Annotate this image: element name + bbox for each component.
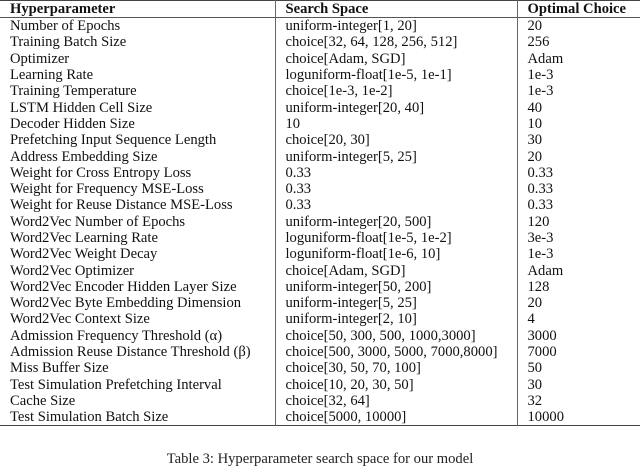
table-row (0, 181, 640, 197)
cell-hyperparameter: Word2Vec Byte Embedding Dimension (10, 295, 242, 312)
cell-hyperparameter: LSTM Hidden Cell Size (10, 99, 153, 116)
cell-hyperparameter: Training Batch Size (10, 34, 127, 51)
table-caption: Table 3: Hyperparameter search space for our model (166, 451, 474, 467)
cell-optimal-choice: 10000 (517, 409, 640, 426)
cell-hyperparameter: Admission Frequency Threshold (α) (10, 327, 223, 344)
cell-search-space: choice[30, 50, 70, 100] (275, 360, 517, 376)
cell-optimal-choice: Adam (517, 51, 640, 67)
cell-hyperparameter: Admission Reuse Distance Threshold (β) (10, 344, 251, 361)
cell-optimal-choice: 0.33 (517, 181, 640, 197)
cell-optimal-choice: 50 (517, 360, 640, 376)
cell-hyperparameter: Word2Vec Context Size (10, 311, 150, 328)
cell-optimal-choice: 1e-3 (517, 246, 640, 262)
cell-search-space: choice[32, 64] (275, 393, 517, 409)
cell-optimal-choice: 10 (517, 116, 640, 132)
header-optimal-choice: Optimal Choice (517, 1, 640, 18)
cell-optimal-choice: 0.33 (517, 197, 640, 213)
cell-optimal-choice: 120 (517, 214, 640, 230)
table-row (0, 230, 640, 246)
cell-hyperparameter: Prefetching Input Sequence Length (10, 132, 217, 149)
cell-search-space: choice[20, 30] (275, 132, 517, 148)
cell-search-space: uniform-integer[5, 25] (275, 148, 517, 164)
cell-search-space: 0.33 (275, 165, 517, 181)
table-row (0, 18, 640, 35)
table-row (0, 279, 640, 295)
table-row (0, 148, 640, 164)
cell-hyperparameter: Cache Size (10, 392, 76, 409)
cell-search-space: uniform-integer[20, 40] (275, 99, 517, 115)
cell-optimal-choice: 20 (517, 18, 640, 35)
cell-optimal-choice: 30 (517, 377, 640, 393)
table-row (0, 51, 640, 67)
cell-search-space: choice[500, 3000, 5000, 7000,8000] (275, 344, 517, 360)
cell-search-space: choice[5000, 10000] (275, 409, 517, 426)
cell-search-space: choice[10, 20, 30, 50] (275, 377, 517, 393)
cell-hyperparameter: Decoder Hidden Size (10, 115, 135, 132)
cell-optimal-choice: 20 (517, 295, 640, 311)
cell-optimal-choice: Adam (517, 262, 640, 278)
table-row (0, 116, 640, 132)
table-header (0, 1, 640, 18)
cell-search-space: choice[1e-3, 1e-2] (275, 83, 517, 99)
table-row (0, 295, 640, 311)
cell-search-space: uniform-integer[50, 200] (275, 279, 517, 295)
cell-optimal-choice: 7000 (517, 344, 640, 360)
cell-hyperparameter: Word2Vec Learning Rate (10, 230, 158, 246)
cell-hyperparameter: Weight for Reuse Distance MSE-Loss (10, 197, 233, 214)
table-row (0, 328, 640, 344)
cell-hyperparameter: Word2Vec Weight Decay (10, 246, 158, 263)
cell-optimal-choice: 0.33 (517, 165, 640, 181)
table-row (0, 360, 640, 376)
cell-optimal-choice: 1e-3 (517, 67, 640, 83)
table-row (0, 132, 640, 148)
cell-hyperparameter: Address Embedding Size (10, 148, 158, 165)
cell-search-space: loguniform-float[1e-6, 10] (275, 246, 517, 262)
table-row (0, 246, 640, 262)
cell-search-space: 10 (275, 116, 517, 132)
table-row (0, 67, 640, 83)
header-row (0, 1, 640, 18)
table-row (0, 262, 640, 278)
table-row (0, 214, 640, 230)
cell-hyperparameter: Training Temperature (10, 83, 137, 100)
header-hyperparameter: Hyperparameter (10, 1, 116, 17)
table-row (0, 83, 640, 99)
cell-search-space: choice[32, 64, 128, 256, 512] (275, 34, 517, 50)
cell-optimal-choice: 4 (517, 311, 640, 327)
cell-hyperparameter: Word2Vec Optimizer (10, 262, 135, 279)
cell-search-space: 0.33 (275, 197, 517, 213)
cell-search-space: choice[Adam, SGD] (275, 51, 517, 67)
cell-search-space: loguniform-float[1e-5, 1e-1] (275, 67, 517, 83)
cell-hyperparameter: Weight for Cross Entropy Loss (10, 164, 192, 181)
table-body (0, 18, 640, 426)
cell-hyperparameter: Word2Vec Encoder Hidden Layer Size (10, 278, 237, 295)
table-row (0, 393, 640, 409)
table-row (0, 344, 640, 360)
cell-optimal-choice: 128 (517, 279, 640, 295)
cell-optimal-choice: 256 (517, 34, 640, 50)
cell-optimal-choice: 20 (517, 148, 640, 164)
cell-hyperparameter: Test Simulation Prefetching Interval (10, 376, 222, 393)
cell-search-space: choice[Adam, SGD] (275, 262, 517, 278)
cell-search-space: 0.33 (275, 181, 517, 197)
cell-hyperparameter: Weight for Frequency MSE-Loss (10, 181, 204, 198)
header-search-space: Search Space (275, 1, 517, 18)
cell-search-space: uniform-integer[1, 20] (275, 18, 517, 35)
cell-hyperparameter: Learning Rate (10, 67, 94, 84)
table-row (0, 311, 640, 327)
cell-optimal-choice: 30 (517, 132, 640, 148)
cell-search-space: uniform-integer[2, 10] (275, 311, 517, 327)
table-row (0, 99, 640, 115)
cell-search-space: loguniform-float[1e-5, 1e-2] (275, 230, 517, 246)
cell-optimal-choice: 3e-3 (517, 230, 640, 246)
table-row (0, 377, 640, 393)
cell-search-space: choice[50, 300, 500, 1000,3000] (275, 328, 517, 344)
cell-search-space: uniform-integer[5, 25] (275, 295, 517, 311)
cell-hyperparameter: Miss Buffer Size (10, 360, 109, 377)
cell-optimal-choice: 40 (517, 99, 640, 115)
cell-hyperparameter: Optimizer (10, 50, 70, 67)
cell-hyperparameter: Word2Vec Number of Epochs (10, 213, 186, 230)
table-row (0, 165, 640, 181)
table-row (0, 34, 640, 50)
cell-optimal-choice: 32 (517, 393, 640, 409)
cell-search-space: uniform-integer[20, 500] (275, 214, 517, 230)
cell-optimal-choice: 3000 (517, 328, 640, 344)
cell-hyperparameter: Number of Epochs (10, 18, 121, 35)
cell-hyperparameter: Test Simulation Batch Size (10, 409, 169, 426)
table-row (0, 409, 640, 426)
table-row (0, 197, 640, 213)
cell-optimal-choice: 1e-3 (517, 83, 640, 99)
